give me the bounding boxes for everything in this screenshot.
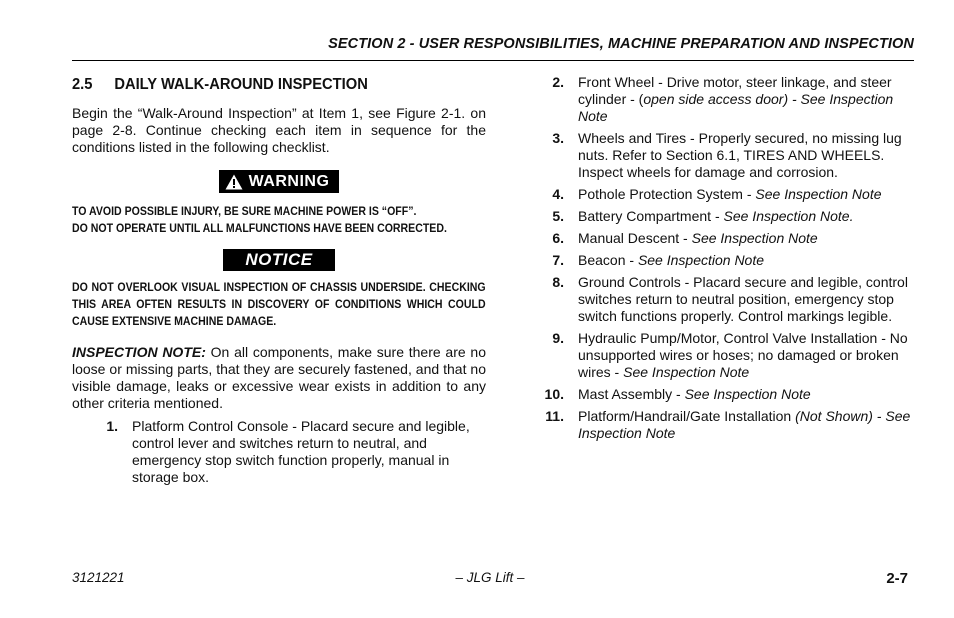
right-column (530, 74, 920, 447)
item-number: 11. (545, 408, 564, 424)
item-number: 8. (552, 274, 564, 290)
item-number: 2. (552, 74, 564, 90)
checklist-left (72, 418, 486, 486)
section-heading (72, 74, 453, 96)
intro-paragraph: Begin the “Walk-Around Inspection” at Item 1, see Figure 2-1. on page 2-8. Continue checking each item in sequence for the conditions listed in the following checklist. (72, 105, 486, 155)
document-number: 3121221 (72, 570, 125, 585)
warning-banner (219, 170, 340, 193)
item-text: Mast Assembly - See Inspection Note (578, 386, 811, 402)
notice-text: DO NOT OVERLOOK VISUAL INSPECTION OF CHASSIS UNDERSIDE. CHECKING THIS AREA OFTEN RESULTS IN DISCOVERY OF CONDITIONS WHICH COULD CAUSE EXTENSIVE MACHINE DAMAGE. (72, 279, 486, 328)
inspection-note (72, 344, 486, 412)
item-number: 10. (544, 386, 564, 402)
list-item (530, 186, 920, 203)
footer-brand: – JLG Lift – (455, 570, 525, 585)
list-item (530, 274, 920, 325)
item-text: Pothole Protection System - See Inspection Note (578, 186, 882, 202)
list-item (530, 208, 920, 225)
item-number: 1. (106, 417, 118, 434)
section-title: DAILY WALK-AROUND INSPECTION (114, 76, 368, 93)
warning-text (72, 203, 486, 237)
item-text: Beacon - See Inspection Note (578, 252, 765, 268)
item-text: Ground Controls - Placard secure and legible, control switches return to neutral position, emergency stop switch functions properly. Control markings legible. (578, 274, 908, 324)
item-text: Hydraulic Pump/Motor, Control Valve Installation - No unsupported wires or hoses; no damaged or broken wires - See Inspection Note (578, 330, 908, 380)
item-number: 4. (552, 186, 564, 202)
warning-line-1: TO AVOID POSSIBLE INJURY, BE SURE MACHINE POWER IS “OFF”. (72, 203, 417, 218)
item-text: Front Wheel - Drive motor, steer linkage, and steer cylinder - (open side access door) - See Inspection Note (578, 74, 894, 124)
section-number: 2.5 (72, 76, 93, 93)
notice-banner: NOTICE (223, 249, 334, 271)
list-item (530, 386, 920, 403)
list-item (530, 330, 920, 381)
inspection-note-label: INSPECTION NOTE: (72, 343, 206, 360)
list-item (530, 252, 920, 269)
item-number: 5. (552, 208, 564, 224)
list-item (72, 418, 486, 486)
item-text: Platform/Handrail/Gate Installation (Not Shown) - See Inspection Note (578, 408, 911, 441)
notice-banner-wrap (72, 249, 486, 271)
warning-triangle-icon (225, 174, 243, 190)
warning-line-2: DO NOT OPERATE UNTIL ALL MALFUNCTIONS HAVE BEEN CORRECTED. (72, 220, 447, 235)
left-column (72, 74, 486, 491)
item-number: 3. (552, 130, 564, 146)
item-number: 6. (552, 230, 564, 246)
list-item (530, 74, 920, 125)
item-text: Battery Compartment - See Inspection Note. (578, 208, 854, 224)
item-text: Manual Descent - See Inspection Note (578, 230, 818, 246)
checklist-right (530, 74, 920, 442)
list-item (530, 230, 920, 247)
page-number: 2-7 (886, 570, 908, 587)
inspection-note-text: On all components, make sure there are no loose or missing parts, that they are securely fastened, and that no visible damage, leaks or excessive wear exists in addition to any other criteria mentioned. (72, 343, 486, 411)
page-header (72, 34, 914, 61)
warning-label: WARNING (248, 172, 330, 190)
section-header-title: SECTION 2 - USER RESPONSIBILITIES, MACHINE PREPARATION AND INSPECTION (328, 36, 914, 52)
item-number: 9. (552, 330, 564, 346)
warning-banner-wrap (72, 170, 486, 195)
item-number: 7. (552, 252, 564, 268)
list-item (530, 408, 920, 442)
item-text: Wheels and Tires - Properly secured, no missing lug nuts. Refer to Section 6.1, TIRES AND WHEELS. Inspect wheels for damage and corrosion. (578, 130, 902, 180)
list-item (530, 130, 920, 181)
page-footer (72, 570, 908, 590)
item-text: Platform Control Console - Placard secure and legible, control lever and switches return to neutral, and emergency stop switch function properly, manual in storage box. (132, 417, 470, 485)
